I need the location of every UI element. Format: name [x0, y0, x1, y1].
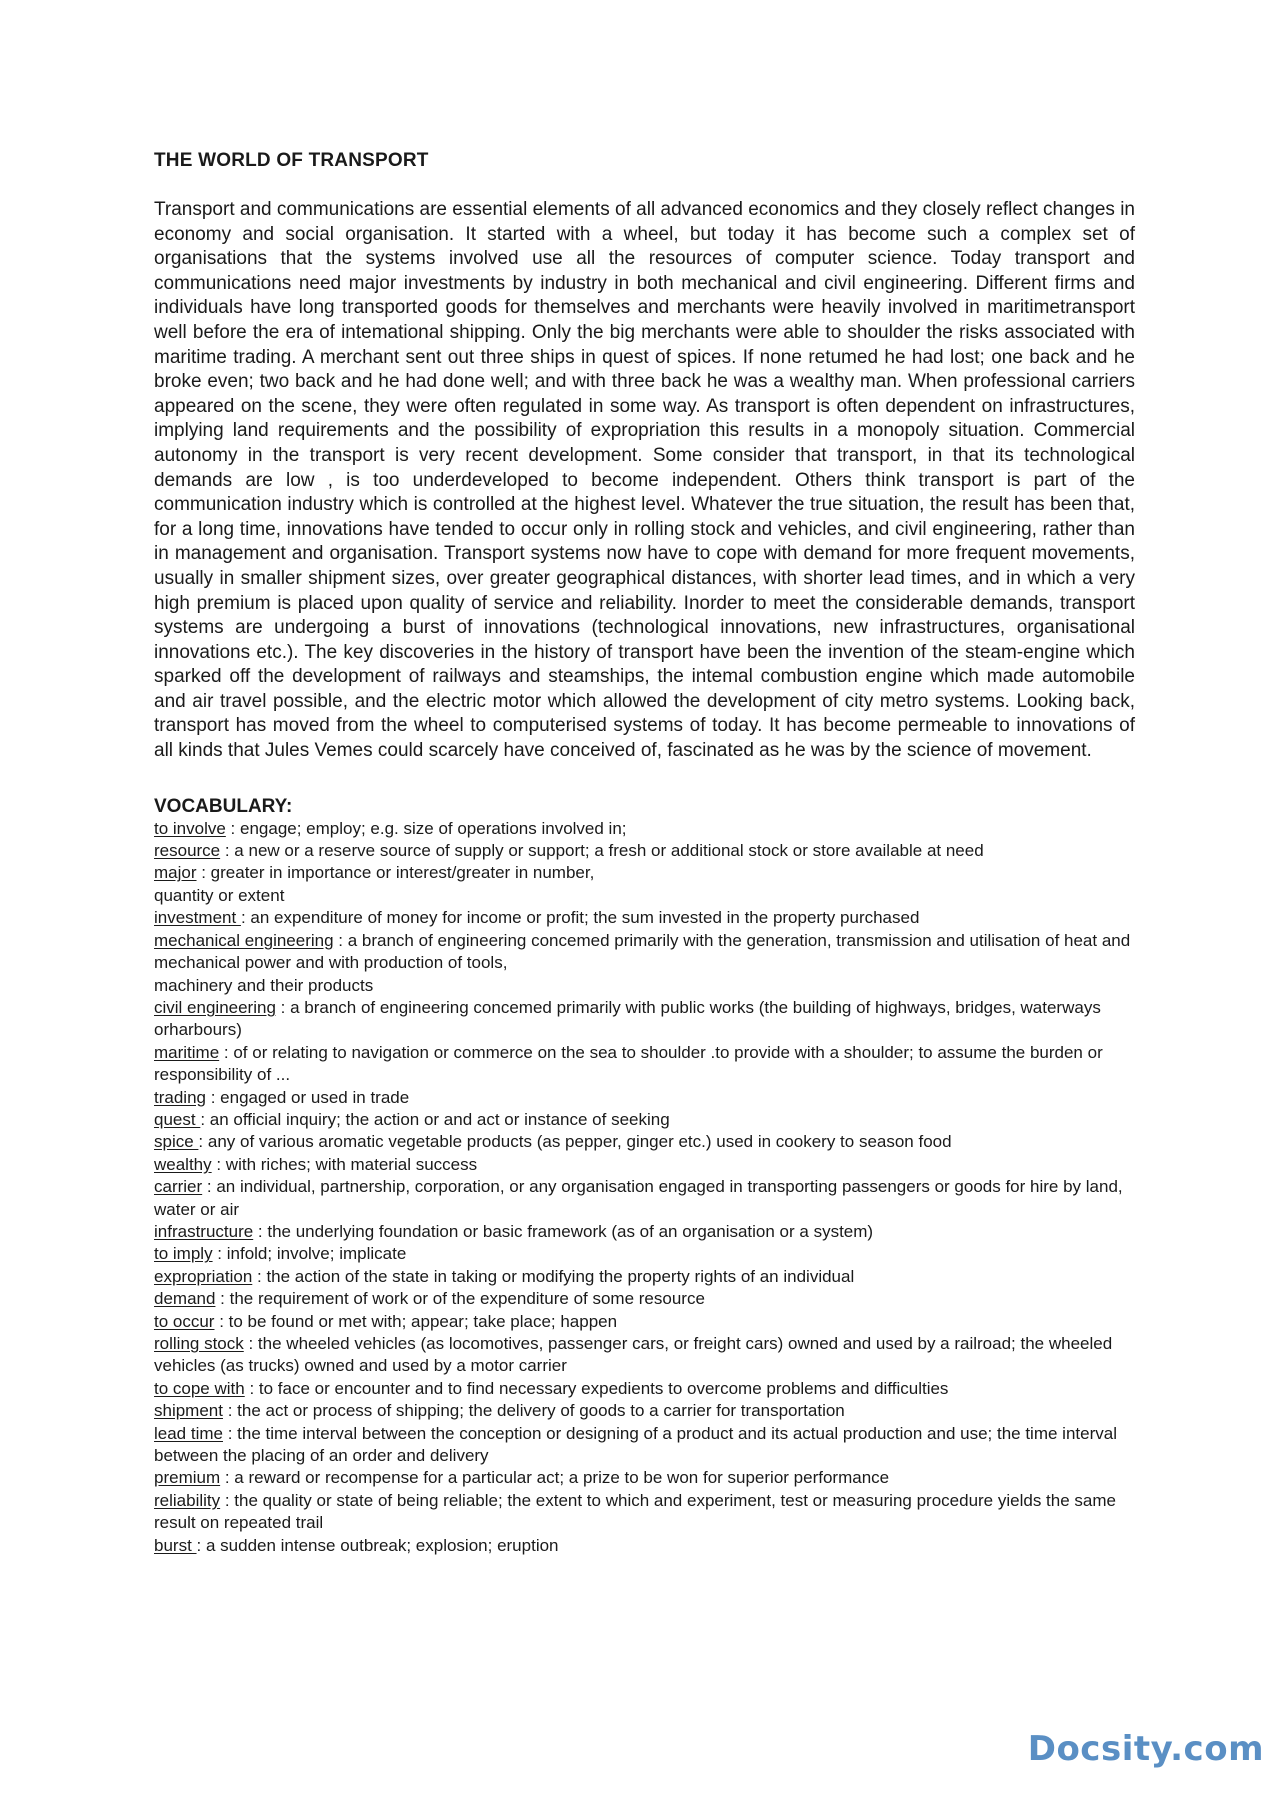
vocabulary-definition: : the time interval between the conception or designing of a product and its actual production and use; the time interval between the placing of an order and delivery	[154, 1423, 1117, 1466]
docsity-watermark: Docsity.com	[1027, 1729, 1264, 1769]
vocabulary-term: to imply	[154, 1244, 213, 1264]
vocabulary-entry	[154, 1378, 1135, 1400]
vocabulary-entry	[154, 1131, 1135, 1153]
vocabulary-entry	[154, 1243, 1135, 1265]
vocabulary-definition: : the underlying foundation or basic framework (as of an organisation or a system)	[253, 1221, 874, 1241]
vocabulary-definition: : the quality or state of being reliable; the extent to which and experiment, test or measuring procedure yields the same result on repeated trail	[154, 1490, 1116, 1533]
vocabulary-entry	[154, 840, 1135, 862]
vocabulary-definition: : the action of the state in taking or modifying the property rights of an individual	[252, 1266, 855, 1286]
vocabulary-definition: : a new or a reserve source of supply or support; a fresh or additional stock or store available at need	[220, 841, 984, 861]
vocabulary-entry	[154, 818, 1135, 840]
vocabulary-entry	[154, 907, 1135, 929]
vocabulary-definition: : any of various aromatic vegetable products (as pepper, ginger etc.) used in cookery to season food	[198, 1132, 952, 1152]
vocabulary-definition: : greater in importance or interest/greater in number,	[196, 863, 595, 883]
vocabulary-term: infrastructure	[154, 1221, 254, 1241]
vocabulary-definition: : an individual, partnership, corporation, or any organisation engaged in transporting passengers or goods for hire by land, water or air	[154, 1177, 1123, 1219]
vocabulary-term: quest	[154, 1109, 201, 1129]
vocabulary-term: maritime	[154, 1042, 220, 1062]
vocabulary-term: resource	[154, 841, 221, 861]
vocabulary-entry	[154, 1490, 1135, 1535]
vocabulary-term: to involve	[154, 818, 226, 838]
vocabulary-term: wealthy	[154, 1154, 212, 1174]
vocabulary-definition: : of or relating to navigation or commerce on the sea to shoulder .to provide with a shoulder; to assume the burden or responsibility of ...	[154, 1042, 1103, 1085]
vocabulary-entry	[154, 1087, 1135, 1109]
vocabulary-definition: quantity or extent	[154, 885, 285, 905]
vocabulary-entry	[154, 1221, 1135, 1243]
vocabulary-term: trading	[154, 1087, 206, 1107]
vocabulary-definition: : with riches; with material success	[211, 1154, 478, 1174]
vocabulary-definition: : engage; employ; e.g. size of operations involved in;	[225, 818, 627, 838]
vocabulary-definition: : infold; involve; implicate	[212, 1244, 407, 1264]
vocabulary-definition: : to face or encounter and to find necessary expedients to overcome problems and difficulties	[244, 1378, 949, 1398]
document-page	[154, 150, 1135, 1557]
vocabulary-term: rolling stock	[154, 1334, 244, 1353]
vocabulary-term: shipment	[154, 1401, 223, 1421]
vocabulary-entry	[154, 997, 1135, 1042]
vocabulary-definition: : the wheeled vehicles (as locomotives, passenger cars, or freight cars) owned and used by a railroad; the wheeled vehicles (as trucks) owned and used by a motor carrier	[154, 1334, 1113, 1376]
vocabulary-entry	[154, 1154, 1135, 1176]
vocabulary-list	[154, 818, 1135, 1557]
vocabulary-term: mechanical engineering	[154, 930, 334, 950]
vocabulary-term: spice	[154, 1132, 199, 1152]
vocabulary-entry	[154, 1109, 1135, 1131]
vocabulary-term: to occur	[154, 1311, 215, 1331]
vocabulary-definition: : a reward or recompense for a particular act; a prize to be won for superior performance	[220, 1468, 890, 1488]
vocabulary-entry	[154, 1333, 1135, 1378]
vocabulary-entry	[154, 1423, 1135, 1468]
vocabulary-definition: machinery and their products	[154, 975, 374, 995]
vocabulary-definition: : to be found or met with; appear; take place; happen	[214, 1311, 618, 1331]
vocabulary-definition: : the requirement of work or of the expenditure of some resource	[215, 1289, 705, 1309]
vocabulary-definition: : an expenditure of money for income or profit; the sum invested in the property purchased	[240, 908, 920, 928]
essay-paragraph: Transport and communications are essential elements of all advanced economics and they closely reflect changes in economy and social organisation. It started with a wheel, but today it has become such a complex set of organisations that the systems involved use all the resources of computer science. Today transport and communications need major investments by industry in both mechanical and civil engineering. Different firms and individuals have long transported goods for themselves and merchants were heavily involved in maritimetransport well before the era of intemational shipping. Only the big merchants were able to shoulder the risks associated with maritime trading. A merchant sent out three ships in quest of spices. If none retumed he had lost; one back and he broke even; two back and he had done well; and with three back he was a wealthy man. When professional carriers appeared on the scene, they were often regulated in some way. As transport is often dependent on infrastructures, implying land requirements and the possibility of expropriation this results in a monopoly situation. Commercial autonomy in the transport is very recent development. Some consider that transport, in that its technological demands are low , is too underdeveloped to become independent. Others think transport is part of the communication industry which is controlled at the highest level. Whatever the true situation, the result has been that, for a long time, innovations have tended to occur only in rolling stock and vehicles, and civil engineering, rather than in management and organisation. Transport systems now have to cope with demand for more frequent movements, usually in smaller shipment sizes, over greater geographical distances, with shorter lead times, and in which a very high premium is placed upon quality of service and reliability. Inorder to meet the considerable demands, transport systems are undergoing a burst of innovations (technological innovations, new infrastructures, organisational innovations etc.). The key discoveries in the history of transport have been the invention of the steam-engine which sparked off the development of railways and steamships, the intemal combustion engine which made automobile and air travel possible, and the electric motor which allowed the development of city metro systems. Looking back, transport has moved from the wheel to computerised systems of today. It has become permeable to innovations of all kinds that Jules Vemes could scarcely have conceived of, fascinated as he was by the science of movement.	[154, 199, 1135, 762]
vocabulary-definition: : a branch of engineering concemed primarily with public works (the building of highways, bridges, waterways orharbours)	[154, 997, 1101, 1040]
vocabulary-entry	[154, 862, 1135, 907]
vocabulary-entry	[154, 1535, 1135, 1557]
vocabulary-entry	[154, 1400, 1135, 1422]
vocabulary-term: major	[154, 863, 197, 883]
vocabulary-term: demand	[154, 1289, 216, 1309]
vocabulary-definition: : a sudden intense outbreak; explosion; eruption	[196, 1535, 559, 1555]
vocabulary-term: investment	[154, 908, 241, 928]
vocabulary-entry	[154, 1467, 1135, 1489]
vocabulary-definition: : a branch of engineering concemed primarily with the generation, transmission and utilisation of heat and mechanical power and with production of tools,	[154, 930, 1131, 973]
vocabulary-term: lead time	[154, 1423, 223, 1443]
vocabulary-term: carrier	[154, 1177, 203, 1197]
vocabulary-definition: : an official inquiry; the action or and act or instance of seeking	[200, 1109, 670, 1129]
vocabulary-entry	[154, 1311, 1135, 1333]
page-title: THE WORLD OF TRANSPORT	[154, 150, 429, 171]
vocabulary-term: burst	[154, 1535, 197, 1555]
vocabulary-entry	[154, 1288, 1135, 1310]
vocabulary-entry	[154, 1266, 1135, 1288]
vocabulary-entry	[154, 1176, 1135, 1221]
vocabulary-entry	[154, 930, 1135, 997]
vocabulary-term: expropriation	[154, 1266, 253, 1286]
vocabulary-entry	[154, 1042, 1135, 1087]
vocabulary-heading: VOCABULARY:	[154, 795, 293, 817]
vocabulary-definition: : engaged or used in trade	[205, 1087, 410, 1107]
vocabulary-definition: : the act or process of shipping; the delivery of goods to a carrier for transportation	[222, 1401, 845, 1421]
vocabulary-term: reliability	[154, 1490, 221, 1510]
vocabulary-term: premium	[154, 1468, 221, 1488]
vocabulary-term: to cope with	[154, 1378, 245, 1398]
vocabulary-term: civil engineering	[154, 997, 276, 1017]
